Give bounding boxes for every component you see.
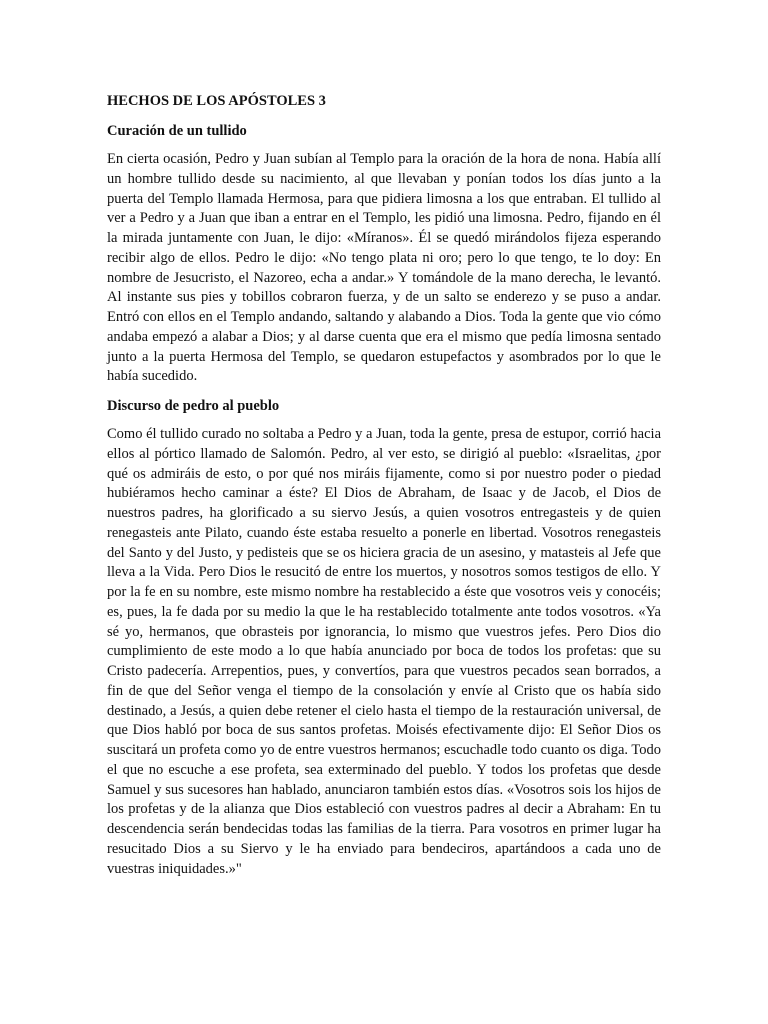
section-heading-discurso: Discurso de pedro al pueblo [107,398,280,414]
section-paragraph-discurso: Como él tullido curado no soltaba a Pedro y a Juan, toda la gente, presa de estupor, corrió hacia ellos al pórtico llamado de Salomón. Pedro, al ver esto, se dirigió al pueblo: «Israelitas, ¿por qué os admiráis de esto, o por qué nos miráis fijamente, como si por nuestro poder o piedad hubiéramos hecho caminar a éste? El Dios de Abraham, de Isaac y de Jacob, el Dios de nuestros padres, ha glorificado a su siervo Jesús, a quien vosotros entregasteis y de quien renegasteis ante Pilato, cuando éste estaba resuelto a ponerle en libertad. Vosotros renegasteis del Santo y del Justo, y pedisteis que se os hiciera gracia de un asesino, y matasteis al Jefe que lleva a la Vida. Pero Dios le resucitó de entre los muertos, y nosotros somos testigos de ello. Y por la fe en su nombre, este mismo nombre ha restablecido a éste que vosotros veis y conocéis; es, pues, la fe dada por su medio la que le ha restablecido totalmente ante todos vosotros. «Ya sé yo, hermanos, que obrasteis por ignorancia, lo mismo que vuestros jefes. Pero Dios dio cumplimiento de este modo a lo que había anunciado por boca de todos los profetas: que su Cristo padecería. Arrepentios, pues, y convertíos, para que vuestros pecados sean borrados, a fin de que del Señor venga el tiempo de la consolación y envíe al Cristo que os había sido destinado, a Jesús, a quien debe retener el cielo hasta el tiempo de la restauración universal, de que Dios habló por boca de sus santos profetas. Moisés efectivamente dijo: El Señor Dios os suscitará un profeta como yo de entre vuestros hermanos; escuchadle todo cuanto os diga. Todo el que no escuche a ese profeta, sea exterminado del pueblo. Y todos los profetas que desde Samuel y sus sucesores han hablado, anunciaron también estos días. «Vosotros sois los hijos de los profetas y de la alianza que Dios estableció con vuestros padres al decir a Abraham: En tu descendencia serán bendecidas todas las familias de la tierra. Para vosotros en primer lugar ha resucitado Dios a su Siervo y le ha enviado para bendeciros, apartándoos a cada uno de vuestras iniquidades.»" [107,426,661,877]
section-paragraph-curacion: En cierta ocasión, Pedro y Juan subían al Templo para la oración de la hora de nona. Había allí un hombre tullido desde su nacimiento, al que llevaban y ponían todos los días junto a la puerta del Templo llamada Hermosa, para que pidiera limosna a los que entraban. El tullido al ver a Pedro y a Juan que iban a entrar en el Templo, les pidió una limosna. Pedro, fijando en él la mirada juntamente con Juan, le dijo: «Míranos». Él se quedó mirándolos fijeza esperando recibir algo de ellos. Pedro le dijo: «No tengo plata ni oro; pero lo que tengo, te lo doy: En nombre de Jesucristo, el Nazoreo, echa a andar.» Y tomándole de la mano derecha, le levantó. Al instante sus pies y tobillos cobraron fuerza, y de un salto se enderezo y se puso a andar. Entró con ellos en el Templo andando, saltando y alabando a Dios. Toda la gente que vio cómo andaba empezó a alabar a Dios; y al darse cuenta que era el mismo que pedía limosna sentado junto a la puerta Hermosa del Templo, se quedaron estupefactos y asombrados por lo que le había sucedido. [107,151,661,385]
document-title: HECHOS DE LOS APÓSTOLES 3 [107,93,326,109]
section-heading-curacion: Curación de un tullido [107,123,247,139]
document-page [107,92,661,879]
